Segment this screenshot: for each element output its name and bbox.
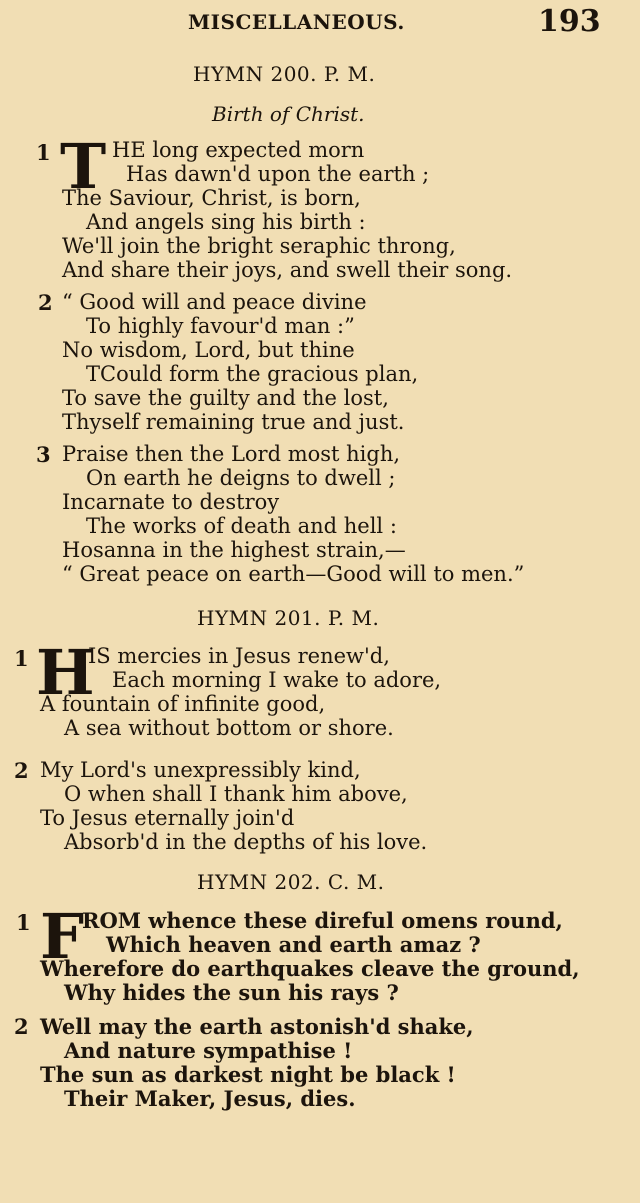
- verse-number: 1: [36, 140, 51, 165]
- verse-line: To Jesus eternally join'd: [40, 806, 295, 830]
- verse-number: 2: [14, 1014, 29, 1039]
- verse-line: TCould form the gracious plan,: [86, 362, 419, 386]
- verse-line: And share their joys, and swell their song.: [62, 258, 513, 282]
- verse-line: The sun as darkest night be black !: [40, 1062, 456, 1087]
- drop-cap: T: [60, 130, 107, 203]
- hymn-200-subtitle: Birth of Christ.: [212, 102, 365, 126]
- verse-line: ROM whence these direful omens round,: [82, 908, 563, 933]
- verse-line: O when shall I thank him above,: [64, 782, 408, 806]
- verse-line: Why hides the sun his rays ?: [64, 980, 399, 1005]
- drop-cap: H: [36, 636, 95, 709]
- verse-line: The works of death and hell :: [86, 514, 397, 538]
- verse-line: “ Good will and peace divine: [62, 290, 367, 314]
- verse-number: 1: [16, 910, 31, 935]
- verse-line: And nature sympathise !: [64, 1038, 353, 1063]
- verse-line: To highly favour'd man :”: [86, 314, 355, 338]
- verse-line: Well may the earth astonish'd shake,: [40, 1014, 474, 1039]
- verse-line: IS mercies in Jesus renew'd,: [88, 644, 390, 668]
- verse-line: Praise then the Lord most high,: [62, 442, 401, 466]
- hymn-202-title: HYMN 202. C. M.: [197, 870, 385, 894]
- verse-line: Has dawn'd upon the earth ;: [126, 162, 430, 186]
- verse-number: 2: [14, 758, 29, 783]
- verse-line: We'll join the bright seraphic throng,: [62, 234, 456, 258]
- verse-line: To save the guilty and the lost,: [62, 386, 389, 410]
- verse-line: The Saviour, Christ, is born,: [62, 186, 361, 210]
- verse-line: Thyself remaining true and just.: [62, 410, 405, 434]
- verse-line: Hosanna in the highest strain,—: [62, 538, 406, 562]
- verse-number: 3: [36, 442, 51, 467]
- verse-number: 2: [38, 290, 53, 315]
- verse-line: My Lord's unexpressibly kind,: [40, 758, 361, 782]
- verse-line: Their Maker, Jesus, dies.: [64, 1086, 356, 1111]
- page-number: 193: [538, 4, 601, 39]
- verse-line: On earth he deigns to dwell ;: [86, 466, 396, 490]
- hymn-200-title: HYMN 200. P. M.: [193, 62, 376, 86]
- running-header: MISCELLANEOUS.: [188, 10, 405, 34]
- hymn-201-title: HYMN 201. P. M.: [197, 606, 380, 630]
- verse-line: Which heaven and earth amaz ?: [106, 932, 481, 957]
- verse-number: 1: [14, 646, 29, 671]
- verse-line: Each morning I wake to adore,: [112, 668, 442, 692]
- verse-line: HE long expected morn: [112, 138, 365, 162]
- verse-line: A fountain of infinite good,: [40, 692, 326, 716]
- verse-line: No wisdom, Lord, but thine: [62, 338, 355, 362]
- verse-line: Incarnate to destroy: [62, 490, 280, 514]
- verse-line: Absorb'd in the depths of his love.: [64, 830, 428, 854]
- verse-line: And angels sing his birth :: [86, 210, 366, 234]
- verse-line: Wherefore do earthquakes cleave the ground,: [40, 956, 580, 981]
- verse-line: A sea without bottom or shore.: [64, 716, 394, 740]
- verse-line: “ Great peace on earth—Good will to men.”: [62, 562, 525, 586]
- drop-cap: F: [40, 900, 85, 973]
